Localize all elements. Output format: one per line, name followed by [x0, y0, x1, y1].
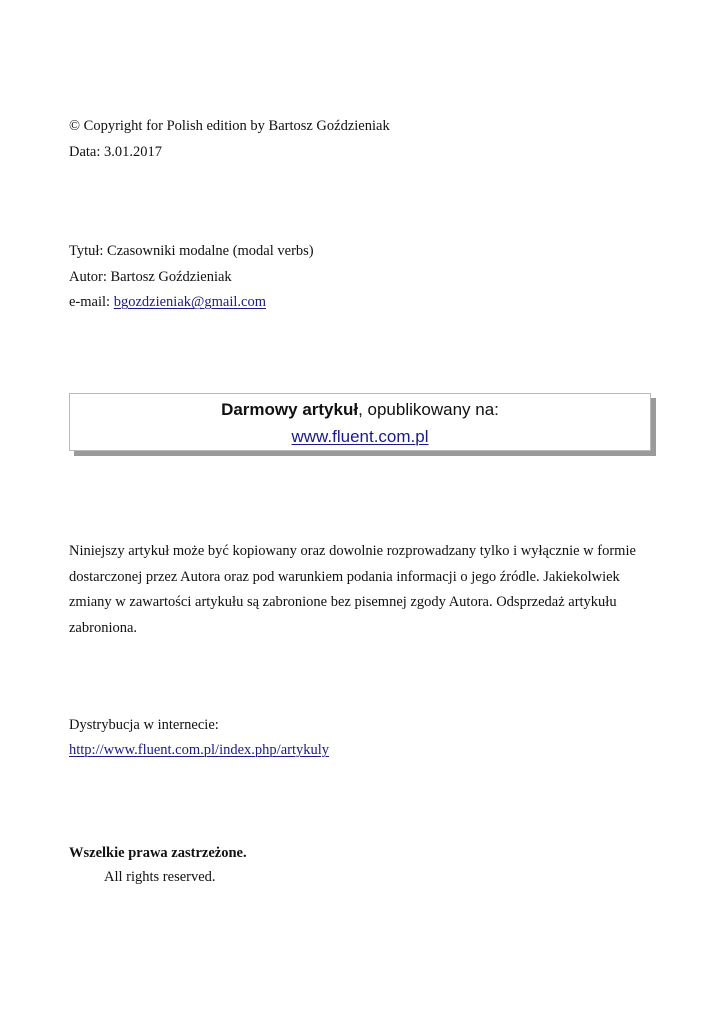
banner-link-line — [70, 426, 650, 448]
notice-line: zmiany w zawartości artykułu są zabronione bez pisemnej zgody Autora. Odsprzedaż artykułu — [69, 594, 617, 610]
notice-line: zabroniona. — [69, 619, 138, 636]
distribution-link[interactable]: http://www.fluent.com.pl/index.php/artykuly — [69, 742, 330, 758]
copyright-line: © Copyright for Polish edition by Bartosz Goździeniak — [69, 118, 390, 134]
email-line — [69, 293, 266, 311]
banner-bold-text: Darmowy artykuł — [221, 400, 359, 419]
copy-notice-paragraph — [69, 539, 659, 641]
distribution-label: Dystrybucja w internecie: — [69, 717, 219, 733]
email-label: e-mail: — [69, 294, 114, 310]
title-line: Tytuł: Czasowniki modalne (modal verbs) — [69, 243, 314, 259]
free-article-banner — [69, 393, 651, 451]
banner-heading — [70, 399, 650, 421]
banner-rest-text: , opublikowany na: — [358, 400, 499, 419]
banner-link[interactable]: www.fluent.com.pl — [291, 427, 429, 446]
distribution-link-line — [69, 741, 329, 759]
date-line: Data: 3.01.2017 — [69, 144, 163, 160]
author-line: Autor: Bartosz Goździeniak — [69, 269, 232, 285]
rights-reserved-pl: Wszelkie prawa zastrzeżone. — [69, 845, 247, 861]
rights-reserved-en: All rights reserved. — [104, 869, 216, 885]
notice-line: dostarczonej przez Autora oraz pod warunkiem podania informacji o jego źródle. Jakiekolwiek — [69, 568, 620, 585]
notice-line: Niniejszy artykuł może być kopiowany oraz dowolnie rozprowadzany tylko i wyłącznie w formie — [69, 543, 636, 559]
email-link[interactable]: bgozdzieniak@gmail.com — [113, 294, 266, 310]
